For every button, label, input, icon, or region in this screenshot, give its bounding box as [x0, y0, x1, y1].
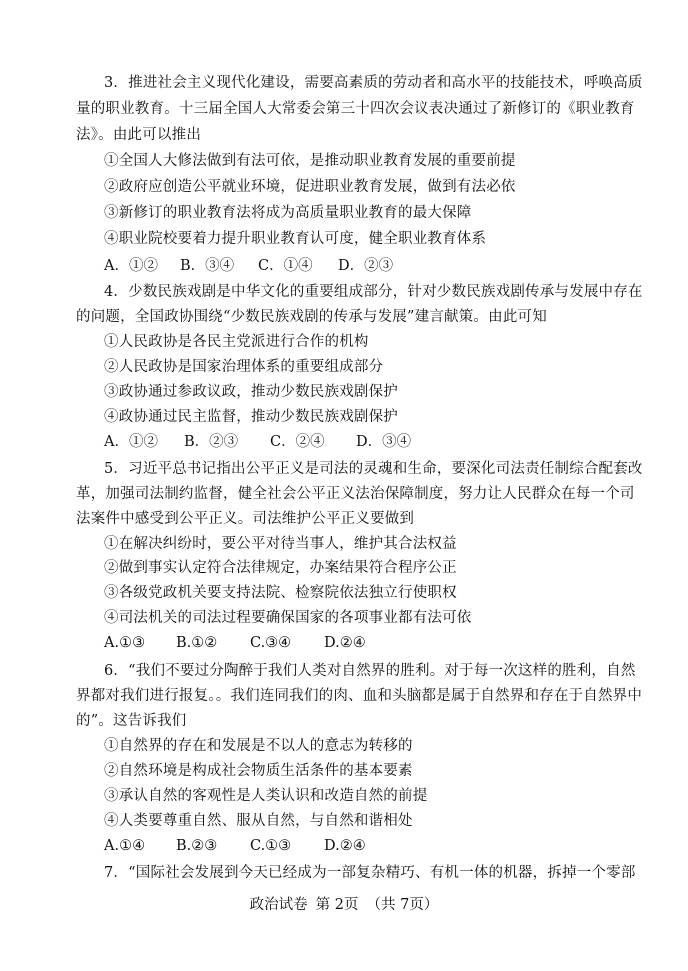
footer-total-pages: （共 7页） [366, 897, 439, 913]
q3-stem-line-2: 量的职业教育。十三届全国人大常委会第三十四次会议表决通过了新修订的《职业教育 [76, 101, 635, 117]
q5-choice-c: C.③④ [250, 635, 292, 651]
q5-stem-line-1: 5．习近平总书记指出公平正义是司法的灵魂和生命，要深化司法责任制综合配套改 [104, 461, 643, 477]
q4-option-3: ③政协通过参政议政，推动少数民族戏剧保护 [104, 384, 398, 400]
q4-option-2: ②人民政协是国家治理体系的重要组成部分 [104, 359, 384, 375]
q4-choices [104, 432, 411, 452]
q4-stem-line-1: 4．少数民族戏剧是中华文化的重要组成部分，针对少数民族戏剧传承与发展中存在 [104, 284, 643, 300]
q6-stem-line-3: 的”。这告诉我们 [76, 713, 187, 729]
q3-option-3: ③新修订的职业教育法将成为高质量职业教育的最大保障 [104, 205, 472, 221]
q6-choice-c: C.①③ [250, 838, 292, 854]
q5-choice-a: A.①③ [104, 635, 146, 651]
q6-stem-line-1: 6．“我们不要过分陶醉于我们人类对自然界的胜利。对于每一次这样的胜利，自然 [104, 663, 636, 679]
q3-choice-d: D．②③ [338, 258, 394, 274]
q5-choice-b: B.①② [176, 635, 218, 651]
q6-stem-line-2: 界都对我们进行报复。。我们连同我们的肉、血和头脑都是属于自然界和存在于自然界中 [76, 688, 643, 704]
q5-stem-line-3: 法案件中感受到公平正义。司法维护公平正义要做到 [76, 511, 415, 527]
q3-option-1: ①全国人大修法做到有法可依，是推动职业教育发展的重要前提 [104, 153, 516, 169]
q3-choice-c: C．①④ [258, 258, 313, 274]
q5-option-2: ②做到事实认定符合法律规定，办案结果符合程序公正 [104, 560, 457, 576]
q4-choice-d: D．③④ [356, 434, 412, 450]
q6-choice-a: A.①④ [104, 838, 146, 854]
q3-option-4: ④职业院校要着力提升职业教育认可度，健全职业教育体系 [104, 231, 487, 247]
q5-choice-d: D.②④ [324, 635, 366, 651]
q7-stem-line-1: 7．“国际社会发展到今天已经成为一部复杂精巧、有机一体的机器，拆掉一个零部 [104, 865, 636, 881]
q6-option-4: ④人类要尊重自然、服从自然，与自然和谐相处 [104, 813, 413, 829]
footer-subject: 政治试卷 [249, 897, 308, 913]
q4-choice-b: B．②③ [184, 434, 239, 450]
q5-option-3: ③各级党政机关要支持法院、检察院依法独立行使职权 [104, 585, 457, 601]
q3-choice-a: A．①② [104, 258, 158, 274]
q6-choice-d: D.②④ [324, 838, 366, 854]
q6-option-1: ①自然界的存在和发展是不以人的意志为转移的 [104, 738, 413, 754]
q6-choice-b: B.②③ [176, 838, 218, 854]
q6-choices [104, 836, 366, 856]
q4-choice-a: A．①② [104, 434, 158, 450]
q5-choices [104, 633, 366, 653]
q3-option-2: ②政府应创造公平就业环境，促进职业教育发展，做到有法必依 [104, 179, 516, 195]
q5-stem-line-2: 革，加强司法制约监督，健全社会公平正义法治保障制度，努力让人民群众在每一个司 [76, 486, 635, 502]
q4-choice-c: C．②④ [270, 434, 325, 450]
q5-option-1: ①在解决纠纷时，要公平对待当事人，维护其合法权益 [104, 536, 457, 552]
q6-option-2: ②自然环境是构成社会物质生活条件的基本要素 [104, 763, 413, 779]
q3-stem-line-1: 3．推进社会主义现代化建设，需要高素质的劳动者和高水平的技能技术，呼唤高质 [104, 75, 643, 91]
q4-option-1: ①人民政协是各民主党派进行合作的机构 [104, 334, 369, 350]
q4-option-4: ④政协通过民主监督，推动少数民族戏剧保护 [104, 409, 398, 425]
q3-choice-b: B．③④ [180, 258, 235, 274]
q5-option-4: ④司法机关的司法过程要确保国家的各项事业都有法可依 [104, 610, 472, 626]
footer-page-number: 第 2页 [315, 897, 359, 913]
q4-stem-line-2: 的问题，全国政协围绕“少数民族戏剧的传承与发展”建言献策。由此可知 [76, 309, 547, 325]
q3-choices [104, 256, 393, 276]
q6-option-3: ③承认自然的客观性是人类认识和改造自然的前提 [104, 788, 428, 804]
page-footer [0, 895, 688, 915]
q3-stem-line-3: 法》。由此可以推出 [76, 127, 202, 143]
